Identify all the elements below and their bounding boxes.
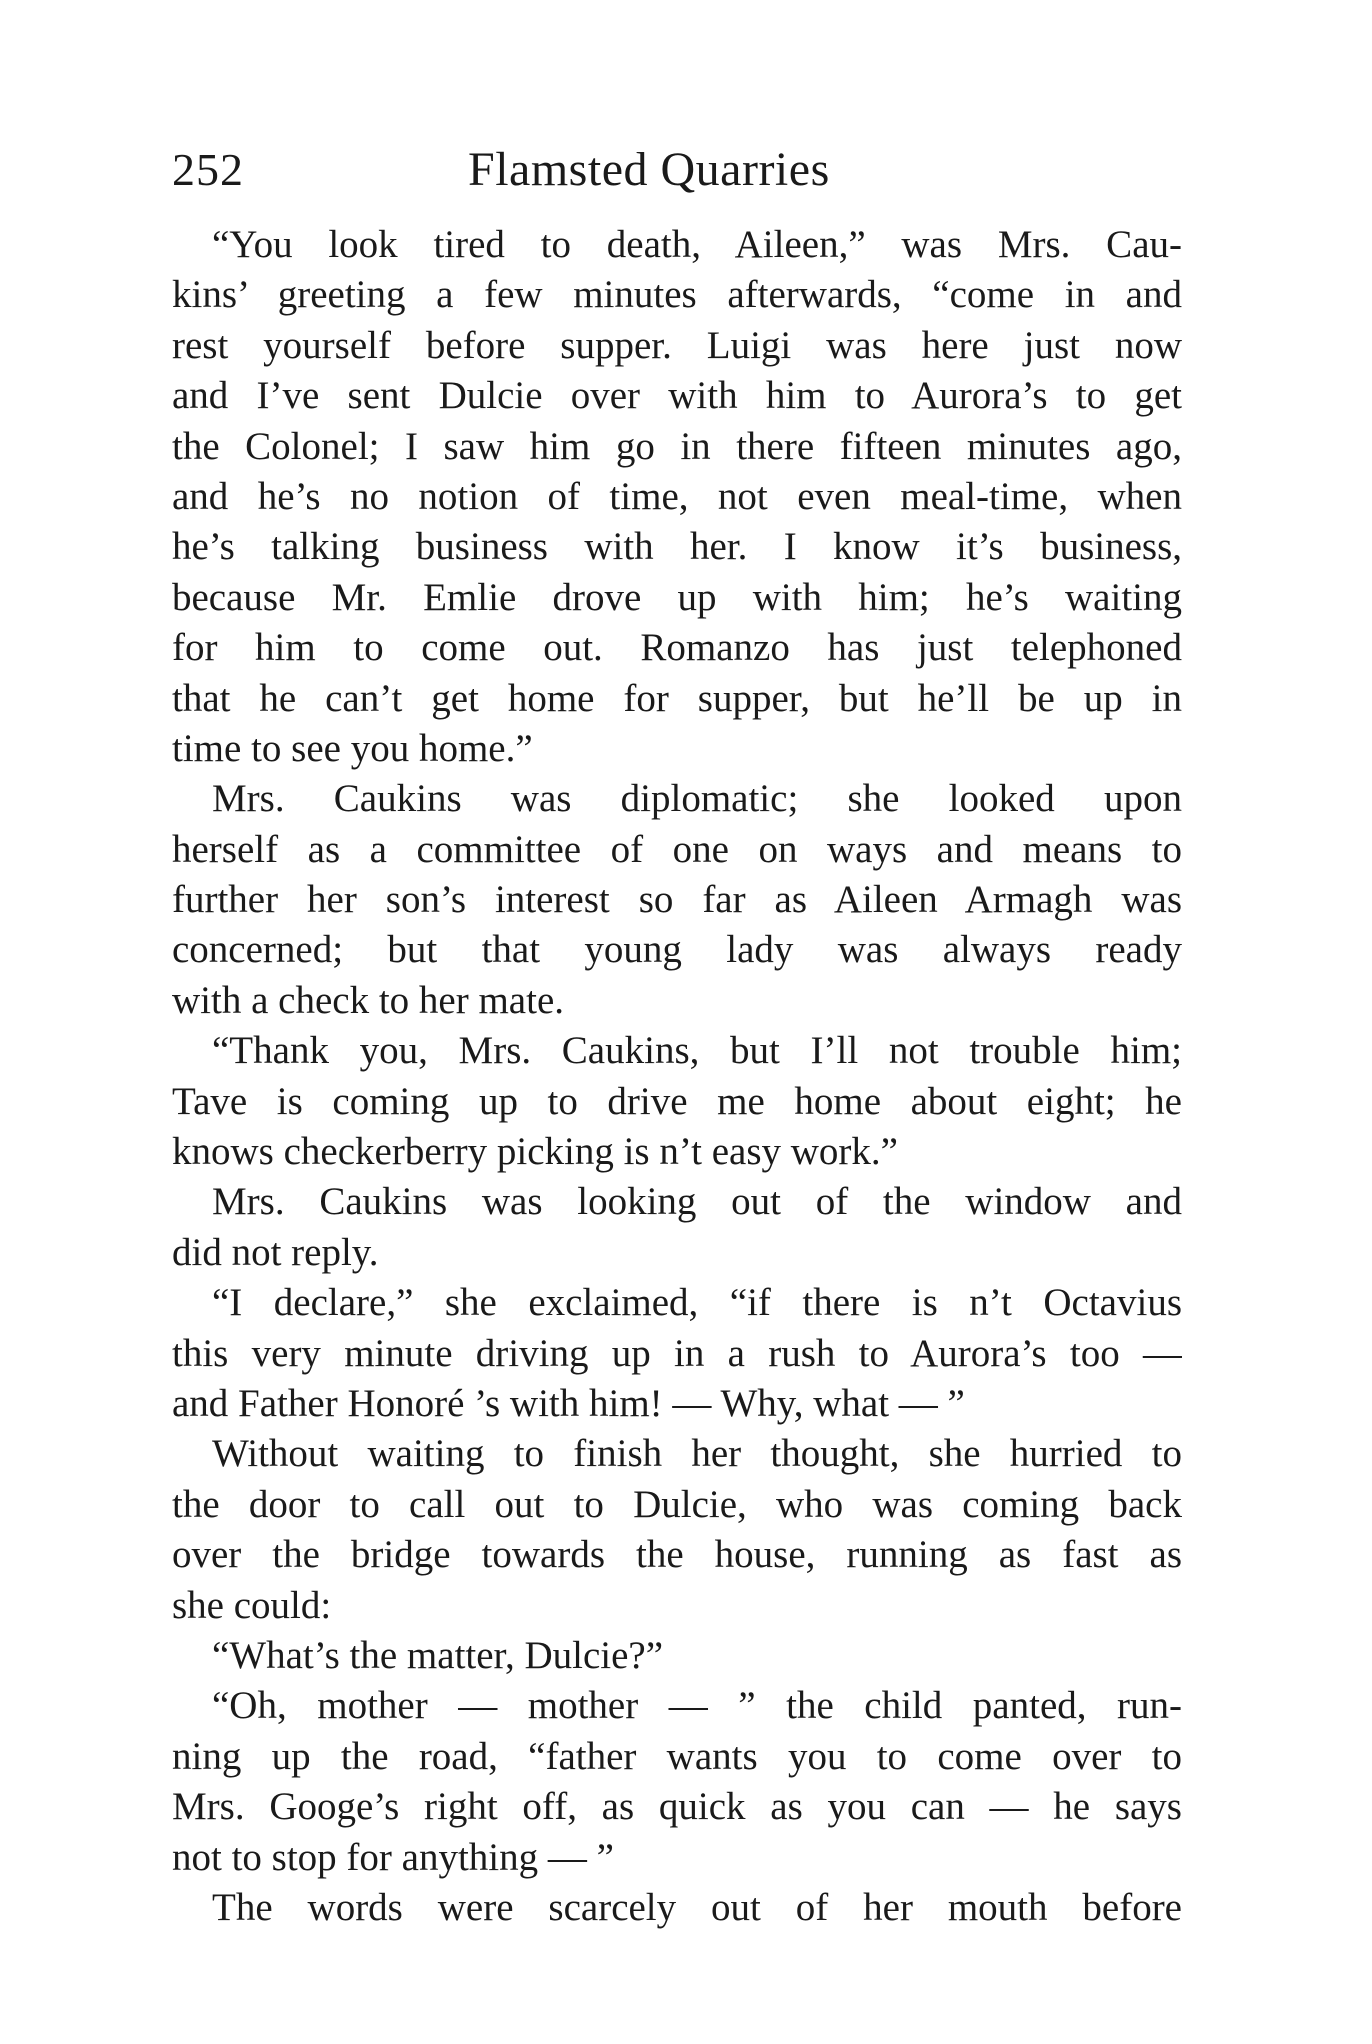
text-line: did not reply. xyxy=(172,1230,379,1274)
running-title: Flamsted Quarries xyxy=(468,143,830,196)
text-line: “You look tired to death, Aileen,” was Mrs. Cau- xyxy=(212,223,1182,266)
text-line: and he’s no notion of time, not even meal-time, when xyxy=(172,474,1182,518)
text-line: “Thank you, Mrs. Caukins, but I’ll not trouble him; xyxy=(212,1029,1182,1073)
text-line: over the bridge towards the house, running as fast as xyxy=(172,1533,1182,1577)
text-line: not to stop for anything — ” xyxy=(172,1835,614,1879)
text-line: Mrs. Caukins was looking out of the window and xyxy=(212,1180,1182,1224)
text-line: rest yourself before supper. Luigi was here just now xyxy=(172,323,1182,367)
text-line: the Colonel; I saw him go in there fifteen minutes ago, xyxy=(172,424,1182,468)
text-line: she could: xyxy=(172,1583,332,1627)
text-line: Mrs. Googe’s right off, as quick as you can — he says xyxy=(172,1785,1182,1829)
text-line: and Father Honoré ’s with him! — Why, what — ” xyxy=(172,1381,965,1425)
text-line: Tave is coming up to drive me home about eight; he xyxy=(172,1079,1182,1123)
text-line: time to see you home.” xyxy=(172,726,533,770)
text-line: “Oh, mother — mother — ” the child panted, run- xyxy=(212,1684,1182,1728)
text-line: “I declare,” she exclaimed, “if there is n’t Octavius xyxy=(212,1281,1182,1325)
text-line: knows checkerberry picking is n’t easy work.” xyxy=(172,1130,898,1174)
text-line: because Mr. Emlie drove up with him; he’s waiting xyxy=(172,575,1182,619)
text-line: ning up the road, “father wants you to come over to xyxy=(172,1734,1182,1778)
text-line: concerned; but that young lady was always ready xyxy=(172,928,1182,972)
text-line: for him to come out. Romanzo has just telephoned xyxy=(172,626,1182,670)
text-line: this very minute driving up in a rush to Aurora’s too — xyxy=(172,1331,1182,1375)
text-line: further her son’s interest so far as Aileen Armagh was xyxy=(172,878,1182,922)
page-number: 252 xyxy=(172,144,244,195)
text-line: Mrs. Caukins was diplomatic; she looked upon xyxy=(212,777,1182,821)
text-line: Without waiting to finish her thought, she hurried to xyxy=(212,1432,1182,1476)
running-head xyxy=(172,134,1182,206)
text-line: the door to call out to Dulcie, who was coming back xyxy=(172,1482,1182,1526)
text-line: kins’ greeting a few minutes afterwards, “come in and xyxy=(172,273,1182,317)
body-text xyxy=(172,220,1182,1933)
text-line: The words were scarcely out of her mouth before xyxy=(212,1885,1182,1929)
text-line: “What’s the matter, Dulcie?” xyxy=(212,1633,664,1677)
text-line: that he can’t get home for supper, but he’ll be up in xyxy=(172,676,1182,720)
text-line: herself as a committee of one on ways and means to xyxy=(172,827,1182,871)
text-line: he’s talking business with her. I know it’s business, xyxy=(172,525,1182,569)
text-line: with a check to her mate. xyxy=(172,978,564,1022)
text-line: and I’ve sent Dulcie over with him to Aurora’s to get xyxy=(172,374,1182,418)
